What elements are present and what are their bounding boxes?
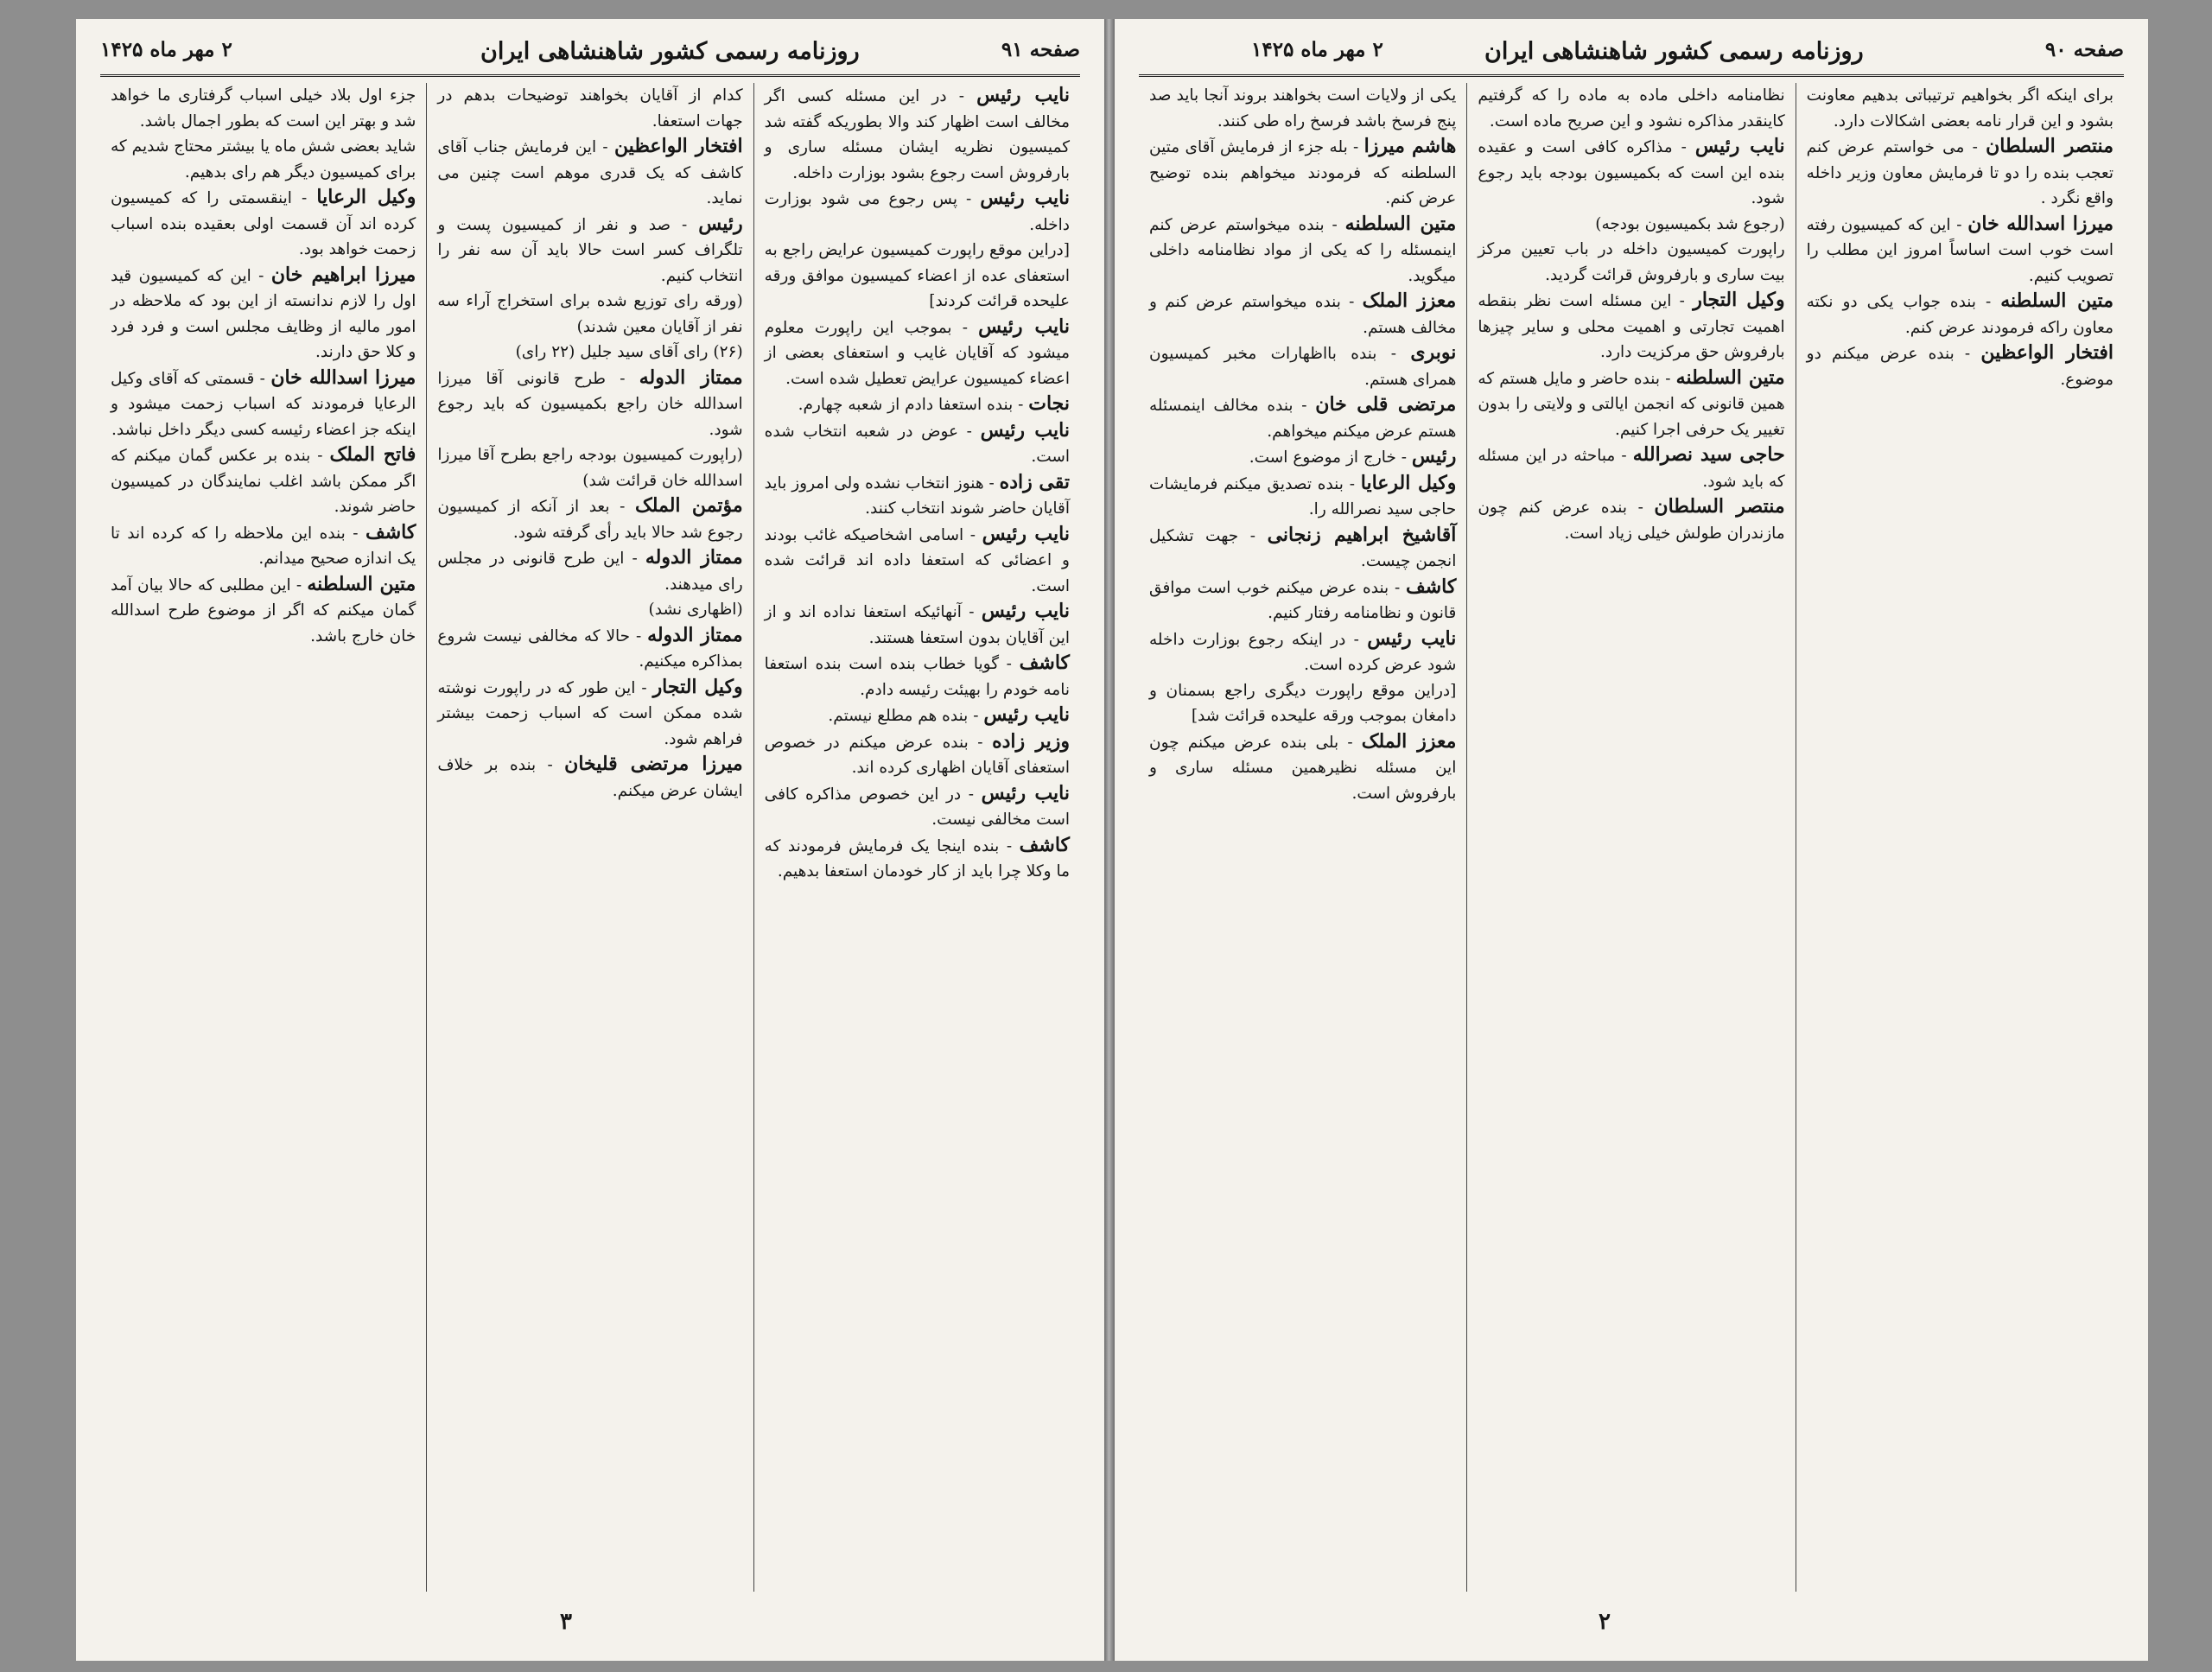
- speech-paragraph: [1149, 523, 1456, 575]
- speaker-name: نوبری: [1410, 341, 1457, 364]
- speaker-name: ممتاز الدوله: [645, 546, 743, 569]
- page-header: [100, 28, 1080, 77]
- speech-text: - طرح قانونی آقا میرزا اسدالله خان راجع بکمیسیون که باید رجوع شود.: [437, 369, 743, 439]
- speech-text: - در اینکه رجوع بوزارت داخله شود عرض کرده است.: [1149, 630, 1457, 674]
- speaker-name: مؤتمن الملک: [635, 494, 743, 517]
- speech-text: - بنده میخواستم عرض کنم اینمسئله را که یکی از مواد نظامنامه داخلی میگوید.: [1149, 215, 1457, 285]
- speech-text: نظامنامه داخلی ماده به ماده را که گرفتیم کاینقدر مذاکره نشود و این صریح ماده است.: [1478, 86, 1785, 130]
- speaker-name: رئیس: [698, 212, 743, 235]
- speech-text: - بنده عرض میکنم دو موضوع.: [1806, 345, 2113, 389]
- speech-text: - در این مسئله کسی اگر مخالف است اظهار کند والا بطوریکه گفته شد کمیسیون نظریه ایشان مسئله ساری و بارفروش است رجوع بشود بوزارت داخله.: [764, 87, 1070, 182]
- speech-text: (اظهاری نشد): [648, 601, 743, 619]
- speech-text: - این طرح قانونی در مجلس رای میدهند.: [437, 550, 743, 594]
- speech-paragraph: [765, 83, 1070, 186]
- speech-text: - بنده هم مطلع نیستم.: [828, 707, 979, 725]
- header-title: روزنامه رسمی کشور شاهنشاهی ایران: [480, 38, 860, 65]
- speech-paragraph: [765, 729, 1070, 781]
- speaker-name: منتصر السلطان: [1654, 495, 1785, 518]
- speaker-name: متین السلطنه: [307, 572, 416, 595]
- speech-text: - این مطلبی که حالا بیان آمد گمان میکنم که اگر از موضوع طرح اسدالله خان خارج باشد.: [111, 575, 416, 645]
- speech-paragraph: [111, 185, 416, 263]
- speech-text: یکی از ولایات است بخواهند بروند آنجا باید صد پنج فرسخ باشد فرسخ راه طی کنند.: [1149, 86, 1457, 130]
- speaker-name: میرزا ابراهیم خان: [270, 263, 416, 286]
- speaker-name: کاشف: [365, 520, 416, 544]
- speech-text: شاید بعضی شش ماه یا بیشتر محتاج شدیم که برای کمیسیون دیگر هم رای بدهیم.: [111, 137, 416, 181]
- speaker-name: وکیل الرعایا: [1360, 471, 1457, 494]
- speaker-name: افتخار الواعظین: [613, 135, 743, 157]
- speaker-name: متین السلطنه: [1344, 212, 1457, 235]
- speech-text: - بنده میخواستم عرض کنم و مخالف هستم.: [1149, 293, 1457, 337]
- speaker-name: رئیس: [1411, 445, 1457, 467]
- page-number: ۳: [560, 1609, 572, 1635]
- speaker-name: وزیر زاده: [992, 729, 1070, 753]
- speech-text: - بله جزء از فرمایش آقای متین السلطنه که فرمودند میخواهم بنده توضیح عرض کنم.: [1149, 138, 1457, 207]
- speech-paragraph: [765, 418, 1070, 470]
- speech-paragraph: [1807, 83, 2113, 134]
- speech-text: - بنده بر خلاف ایشان عرض میکنم.: [437, 756, 743, 800]
- speech-text: - اسامی اشخاصیکه غائب بودند و اعضائی که استعفا داده اند قرائت شده است.: [764, 525, 1070, 595]
- speech-paragraph: [1807, 340, 2113, 392]
- speech-paragraph: [765, 186, 1070, 238]
- speech-text: برای اینکه اگر بخواهیم ترتیباتی بدهیم معاونت بشود و این قرار نامه بعضی اشکالات دارد.: [1806, 86, 2113, 130]
- speech-text: - صد و نفر از کمیسیون پست و تلگراف کسر است حالا باید آن سه نفر را انتخاب کنیم.: [437, 215, 743, 285]
- speech-paragraph: [111, 83, 416, 134]
- speech-paragraph: [437, 442, 742, 493]
- speech-text: - بنده حاضر و مایل هستم که همین قانونی که انجمن ایالتی و ولایتی را بدون تغییر یک حرفی اجرا کنیم.: [1478, 369, 1785, 439]
- header-page-label: صفحه ۹۱: [1001, 38, 1080, 61]
- speech-text: - اینقسمتی را که کمیسیون کرده اند آن قسمت اولی بعقیده بنده اسباب زحمت خواهد بود.: [111, 189, 416, 258]
- speaker-name: ممتاز الدوله: [647, 623, 743, 646]
- speech-text: - بنده مخالف اینمسئله هستم عرض میکنم میخواهم.: [1149, 397, 1457, 441]
- speech-text: راپورت کمیسیون داخله در باب تعیین مرکز بیت ساری و بارفروش قرائت گردید.: [1478, 240, 1785, 284]
- speaker-name: آقاشیخ ابراهیم زنجانی: [1267, 523, 1457, 546]
- speech-text: - بنده عرض کنم چون مازندران طولش خیلی زیاد است.: [1478, 499, 1785, 543]
- speech-paragraph: [765, 599, 1070, 651]
- speech-paragraph: [1478, 237, 1784, 288]
- speech-paragraph: [1478, 366, 1784, 443]
- speech-paragraph: [1478, 83, 1784, 134]
- header-date: ۲ مهر ماه ۱۴۲۵: [1251, 38, 1383, 61]
- speaker-name: نایب رئیس: [980, 418, 1070, 442]
- speech-paragraph: [437, 752, 742, 804]
- speaker-name: وکیل التجار: [652, 675, 743, 698]
- speech-paragraph: [437, 340, 742, 366]
- speech-text: - هنوز انتخاب نشده ولی امروز باید آقایان حاضر شوند انتخاب کنند.: [764, 474, 1070, 518]
- page-header: [1139, 28, 2124, 77]
- speech-paragraph: [765, 702, 1070, 729]
- text-column: [1796, 83, 2124, 1592]
- speech-text: (ورقه رای توزیع شده برای استخراج آراء سه نفر از آقایان معین شدند): [437, 292, 743, 336]
- header-title: روزنامه رسمی کشور شاهنشاهی ایران: [1484, 38, 1864, 65]
- speech-paragraph: [1149, 289, 1456, 340]
- speech-text: - این مسئله است نظر بنقطه اهمیت تجارتی و اهمیت محلی و سایر چیزها بارفروش حق مرکزیت دارد.: [1478, 292, 1785, 361]
- speech-text: - پس رجوع می شود بوزارت داخله.: [764, 190, 1070, 234]
- speech-text: - بنده بر عکس گمان میکنم که اگر ممکن باشد اغلب نمایندگان در کمیسیون حاضر شوند.: [111, 447, 416, 516]
- speech-paragraph: [437, 289, 742, 340]
- speech-text: - این فرمایش جناب آقای کاشف که یک قدری موهم است چنین می نماید.: [437, 138, 743, 207]
- speech-paragraph: [765, 833, 1070, 885]
- speech-text: - این که کمیسیون رفته است خوب است اساساً امروز این مطلب را تصویب کنیم.: [1806, 215, 2113, 285]
- speaker-name: وکیل الرعایا: [316, 186, 416, 208]
- speech-paragraph: [1149, 729, 1456, 807]
- header-page-label: صفحه ۹۰: [2044, 38, 2124, 61]
- speaker-name: مرتضی قلی خان: [1315, 393, 1457, 416]
- speech-paragraph: [1149, 444, 1456, 471]
- speaker-name: میرزا اسدالله خان: [270, 366, 416, 389]
- speech-paragraph: [1149, 134, 1456, 212]
- speech-paragraph: [1478, 494, 1784, 546]
- speech-paragraph: [765, 781, 1070, 833]
- speech-paragraph: [111, 442, 416, 520]
- speech-text: [دراین موقع راپورت دیگری راجع بسمنان و دامغان بموجب ورقه علیحده قرائت شد]: [1149, 681, 1457, 725]
- speech-text: - بلی بنده عرض میکنم چون این مسئله نظیرهمین مسئله ساری و بارفروش است.: [1149, 733, 1457, 803]
- speech-text: (۲۶) رای آقای سید جلیل (۲۲ رای): [515, 343, 743, 361]
- speaker-name: کاشف: [1405, 575, 1457, 598]
- speech-paragraph: [437, 366, 742, 443]
- speaker-name: معزز الملک: [1362, 289, 1457, 312]
- speaker-name: نایب رئیس: [1367, 626, 1457, 650]
- speech-paragraph: [111, 366, 416, 443]
- speech-text: - جهت تشکیل انجمن چیست.: [1149, 526, 1457, 570]
- speech-paragraph: [1807, 212, 2113, 289]
- speaker-name: وکیل التجار: [1693, 289, 1785, 311]
- speech-text: - بموجب این راپورت معلوم میشود که آقایان غایب و استعفای بعضی از اعضاء کمیسیون عرایض تعطیل شده است.: [764, 318, 1070, 388]
- speaker-name: معزز الملک: [1361, 729, 1457, 753]
- speech-paragraph: [1478, 442, 1784, 494]
- speech-paragraph: [765, 522, 1070, 600]
- newspaper-page-right: [1115, 19, 2148, 1661]
- text-column: [1139, 83, 1466, 1592]
- speech-text: - بنده اینجا یک فرمایش فرمودند که ما وکلا چرا باید از کار خودمان استعفا بدهیم.: [764, 836, 1070, 881]
- speech-paragraph: [437, 675, 742, 753]
- speech-text: - بنده استعفا دادم از شعبه چهارم.: [798, 396, 1024, 414]
- speech-paragraph: [1149, 392, 1456, 444]
- speech-text: کدام از آقایان بخواهند توضیحات بدهم در جهات استعفا.: [437, 86, 743, 130]
- speech-paragraph: [1149, 212, 1456, 289]
- speech-paragraph: [1149, 340, 1456, 392]
- speaker-name: حاجی سید نصرالله: [1632, 443, 1785, 466]
- speaker-name: کاشف: [1019, 833, 1070, 856]
- speaker-name: نایب رئیس: [981, 600, 1070, 622]
- binding-gutter: [1104, 19, 1115, 1661]
- speech-text: - مباحثه در این مسئله که باید شود.: [1478, 447, 1785, 491]
- speaker-name: ممتاز الدوله: [639, 366, 743, 389]
- header-date: ۲ مهر ماه ۱۴۲۵: [100, 38, 232, 61]
- speech-paragraph: [111, 263, 416, 366]
- speaker-name: متین السلطنه: [2000, 289, 2113, 312]
- speech-paragraph: [765, 238, 1070, 315]
- speech-text: - بنده بااظهارات مخبر کمیسیون همرای هستم.: [1149, 345, 1457, 389]
- speech-paragraph: [1149, 575, 1456, 626]
- speaker-name: افتخار الواعظین: [1980, 341, 2113, 364]
- speech-paragraph: [437, 212, 742, 289]
- page-number: ۲: [1599, 1609, 1611, 1635]
- speech-paragraph: [765, 315, 1070, 392]
- speech-paragraph: [1149, 678, 1456, 729]
- speech-paragraph: [437, 493, 742, 545]
- speaker-name: تقی زاده: [999, 470, 1070, 493]
- speaker-name: نایب رئیس: [980, 187, 1070, 209]
- speaker-name: میرزا مرتضی قلیخان: [564, 753, 743, 775]
- speech-text: - بنده عرض میکنم در خصوص استعفای آقایان اظهاری کرده اند.: [764, 733, 1070, 777]
- speech-text: - آنهائیکه استعفا نداده اند و از این آقایان بدون استعفا هستند.: [764, 603, 1070, 647]
- speaker-name: نایب رئیس: [981, 781, 1070, 804]
- speech-paragraph: [111, 134, 416, 185]
- speech-text: - این که کمیسیون قید اول را لازم ندانسته از این بود که ملاحظه در امور مالیه از وظایف مجلس است و فرد فرد و کلا حق دارند.: [111, 266, 416, 361]
- speaker-name: هاشم میرزا: [1363, 135, 1457, 157]
- speaker-name: نایب رئیس: [982, 522, 1070, 545]
- speech-text: - بنده عرض میکنم خوب است موافق قانون و نظامنامه رفتار کنیم.: [1149, 578, 1457, 622]
- speech-paragraph: [111, 572, 416, 650]
- speech-paragraph: [1807, 134, 2113, 212]
- text-column: [100, 83, 426, 1592]
- speech-paragraph: [437, 623, 742, 675]
- speech-paragraph: [111, 520, 416, 572]
- speech-paragraph: [1478, 288, 1784, 366]
- speech-paragraph: [1149, 471, 1456, 523]
- speech-paragraph: [1149, 83, 1456, 134]
- newspaper-page-left: [76, 19, 1104, 1661]
- text-columns: [100, 83, 1080, 1592]
- speech-paragraph: [1807, 289, 2113, 340]
- speech-text: - قسمتی که آقای وکیل الرعایا فرمودند که اسباب زحمت میشود و اینکه جز اعضاء رئیسه کسی دیگر داخل نباشد.: [111, 369, 416, 439]
- speech-text: - بعد از آنکه از کمیسیون رجوع شد حالا باید رأی گرفته شود.: [437, 498, 743, 542]
- speaker-name: کاشف: [1019, 652, 1070, 674]
- speech-text: - خارج از موضوع است.: [1249, 448, 1408, 467]
- speaker-name: نایب رئیس: [976, 84, 1070, 106]
- speech-text: - در این خصوص مذاکره کافی است مخالفی نیست.: [764, 785, 1070, 829]
- speaker-name: نایب رئیس: [1694, 135, 1785, 157]
- speech-text: - گویا خطاب بنده است بنده استعفا نامه خودم را بهیئت رئیسه دادم.: [764, 655, 1070, 699]
- speech-text: - می خواستم عرض کنم تعجب بنده را دو تا فرمایش معاون وزیر داخله واقع نگرد .: [1806, 138, 2113, 207]
- speaker-name: فاتح الملک: [329, 443, 416, 466]
- speech-text: [دراین موقع راپورت کمیسیون عرایض راجع به استعفای عده از اعضاء کمیسیون موافق ورقه علیحده قرائت کردند]: [764, 241, 1070, 310]
- speech-paragraph: [1149, 626, 1456, 678]
- speech-text: - مذاکره کافی است و عقیده بنده این است که بکمیسیون بودجه باید رجوع شود.: [1478, 138, 1785, 207]
- speech-paragraph: [1478, 212, 1784, 238]
- speech-text: - این طور که در راپورت نوشته شده ممکن است که اسباب زحمت بیشتر فراهم شود.: [437, 678, 743, 748]
- text-column: [426, 83, 753, 1592]
- speech-paragraph: [765, 391, 1070, 418]
- speaker-name: نایب رئیس: [978, 315, 1070, 338]
- speaker-name: میرزا اسدالله خان: [1967, 212, 2113, 235]
- speech-paragraph: [437, 83, 742, 134]
- text-column: [1466, 83, 1795, 1592]
- speech-paragraph: [765, 651, 1070, 702]
- speech-text: (راپورت کمیسیون بودجه راجع بطرح آقا میرزا اسدالله خان قرائت شد): [437, 446, 743, 490]
- text-column: [753, 83, 1080, 1592]
- speech-text: - حالا که مخالفی نیست شروع بمذاکره میکنیم.: [437, 626, 743, 671]
- text-columns: [1139, 83, 2124, 1592]
- speech-paragraph: [1478, 134, 1784, 212]
- speech-paragraph: [437, 597, 742, 623]
- speech-text: (رجوع شد بکمیسیون بودجه): [1595, 214, 1785, 233]
- speaker-name: منتصر السلطان: [1986, 135, 2113, 157]
- speech-paragraph: [437, 545, 742, 597]
- speech-text: - بنده تصدیق میکنم فرمایشات حاجی سید نصرالله را.: [1149, 474, 1457, 518]
- speech-text: - بنده جواب یکی دو نکته معاون راکه فرمودند عرض کنم.: [1806, 293, 2113, 337]
- speech-text: - بنده این ملاحظه را که کرده اند تا یک اندازه صحیح میدانم.: [111, 524, 416, 568]
- speaker-name: نایب رئیس: [983, 703, 1070, 726]
- speech-text: - عوض در شعبه انتخاب شده است.: [764, 422, 1070, 466]
- speech-paragraph: [437, 134, 742, 212]
- speech-paragraph: [765, 470, 1070, 522]
- speech-text: جزء اول بلاد خیلی اسباب گرفتاری ما خواهد شد و بهتر این است که بطور اجمال باشد.: [111, 86, 416, 130]
- speaker-name: نجات: [1028, 392, 1070, 415]
- speaker-name: متین السلطنه: [1675, 366, 1785, 389]
